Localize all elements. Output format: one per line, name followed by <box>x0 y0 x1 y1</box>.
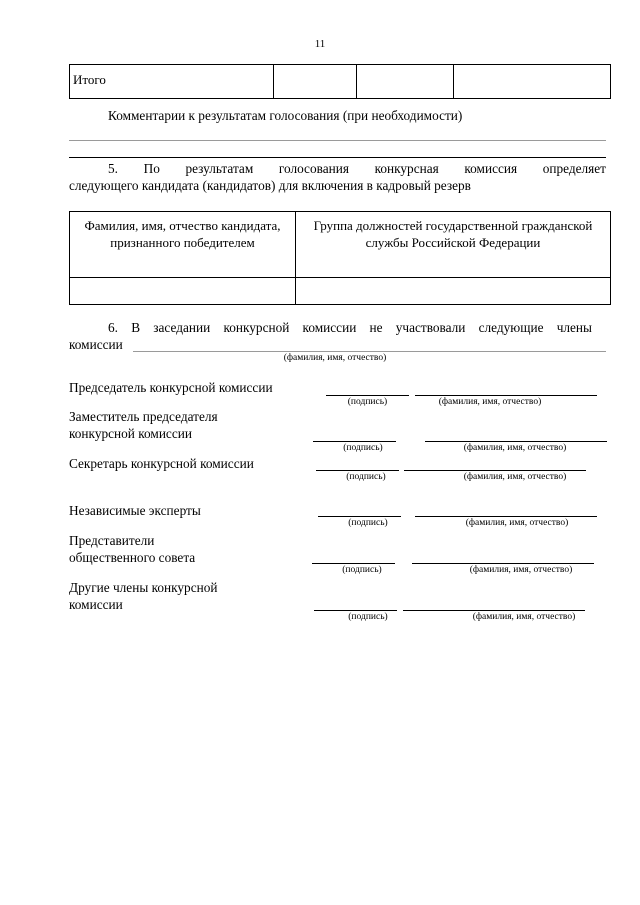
table-header-row <box>70 212 611 278</box>
section5-line1: 5. По результатам голосования конкурсная комиссия определяет <box>108 161 606 176</box>
name-line <box>415 516 597 517</box>
signature-line <box>318 516 401 517</box>
signature-caption: (подпись) <box>346 472 386 482</box>
deputy-chairman-label: Заместитель председателя конкурсной комиссии <box>69 409 218 441</box>
name-caption: (фамилия, имя, отчество) <box>463 443 567 453</box>
public-council-label: Представители общественного совета <box>69 533 196 565</box>
absent-members-caption: (фамилия, имя, отчество) <box>283 353 387 363</box>
chairman-label: Председатель конкурсной комиссии <box>69 380 273 395</box>
column-header-position-group: Группа должностей государственной гражданской службы Российской Федерации <box>296 212 611 278</box>
name-line <box>425 441 607 442</box>
table-cell <box>274 65 357 99</box>
name-caption: (фамилия, имя, отчество) <box>472 612 576 622</box>
signature-line <box>326 395 409 396</box>
signature-caption: (подпись) <box>343 443 383 453</box>
page-number: 11 <box>314 38 326 50</box>
name-caption: (фамилия, имя, отчество) <box>465 518 569 528</box>
signature-caption: (подпись) <box>347 397 388 407</box>
signature-line <box>314 610 397 611</box>
absent-members-line <box>133 351 606 352</box>
table-cell <box>70 278 296 305</box>
secretary-label: Секретарь конкурсной комиссии <box>69 456 254 471</box>
signature-caption: (подпись) <box>348 518 388 528</box>
comments-label: Комментарии к результатам голосования (при необходимости) <box>108 108 463 123</box>
table-row <box>70 278 611 305</box>
independent-experts-label: Независимые эксперты <box>69 503 201 518</box>
name-caption: (фамилия, имя, отчество) <box>469 565 573 575</box>
total-label: Итого <box>70 65 274 99</box>
signature-caption: (подпись) <box>348 612 388 622</box>
section5-line2: следующего кандидата (кандидатов) для включения в кадровый резерв <box>69 178 471 193</box>
reserve-table <box>69 211 611 305</box>
table-row <box>70 65 611 99</box>
table-cell <box>357 65 454 99</box>
column-header-candidate: Фамилия, имя, отчество кандидата, признанного победителем <box>70 212 296 278</box>
comments-line-2 <box>69 157 606 158</box>
section6-line1: 6. В заседании конкурсной комиссии не участвовали следующие члены <box>108 320 592 335</box>
results-total-table <box>69 64 611 99</box>
signature-line <box>313 441 396 442</box>
signature-caption: (подпись) <box>342 565 382 575</box>
name-line <box>415 395 597 396</box>
signature-line <box>312 563 395 564</box>
signature-line <box>316 470 399 471</box>
comments-line-1 <box>69 140 606 141</box>
other-members-label: Другие члены конкурсной комиссии <box>69 580 218 612</box>
name-line <box>404 470 586 471</box>
table-cell <box>454 65 611 99</box>
table-cell <box>296 278 611 305</box>
name-caption: (фамилия, имя, отчество) <box>463 472 567 482</box>
section6-line2: комиссии <box>69 337 123 352</box>
name-line <box>412 563 594 564</box>
name-line <box>403 610 585 611</box>
name-caption: (фамилия, имя, отчество) <box>438 397 542 407</box>
